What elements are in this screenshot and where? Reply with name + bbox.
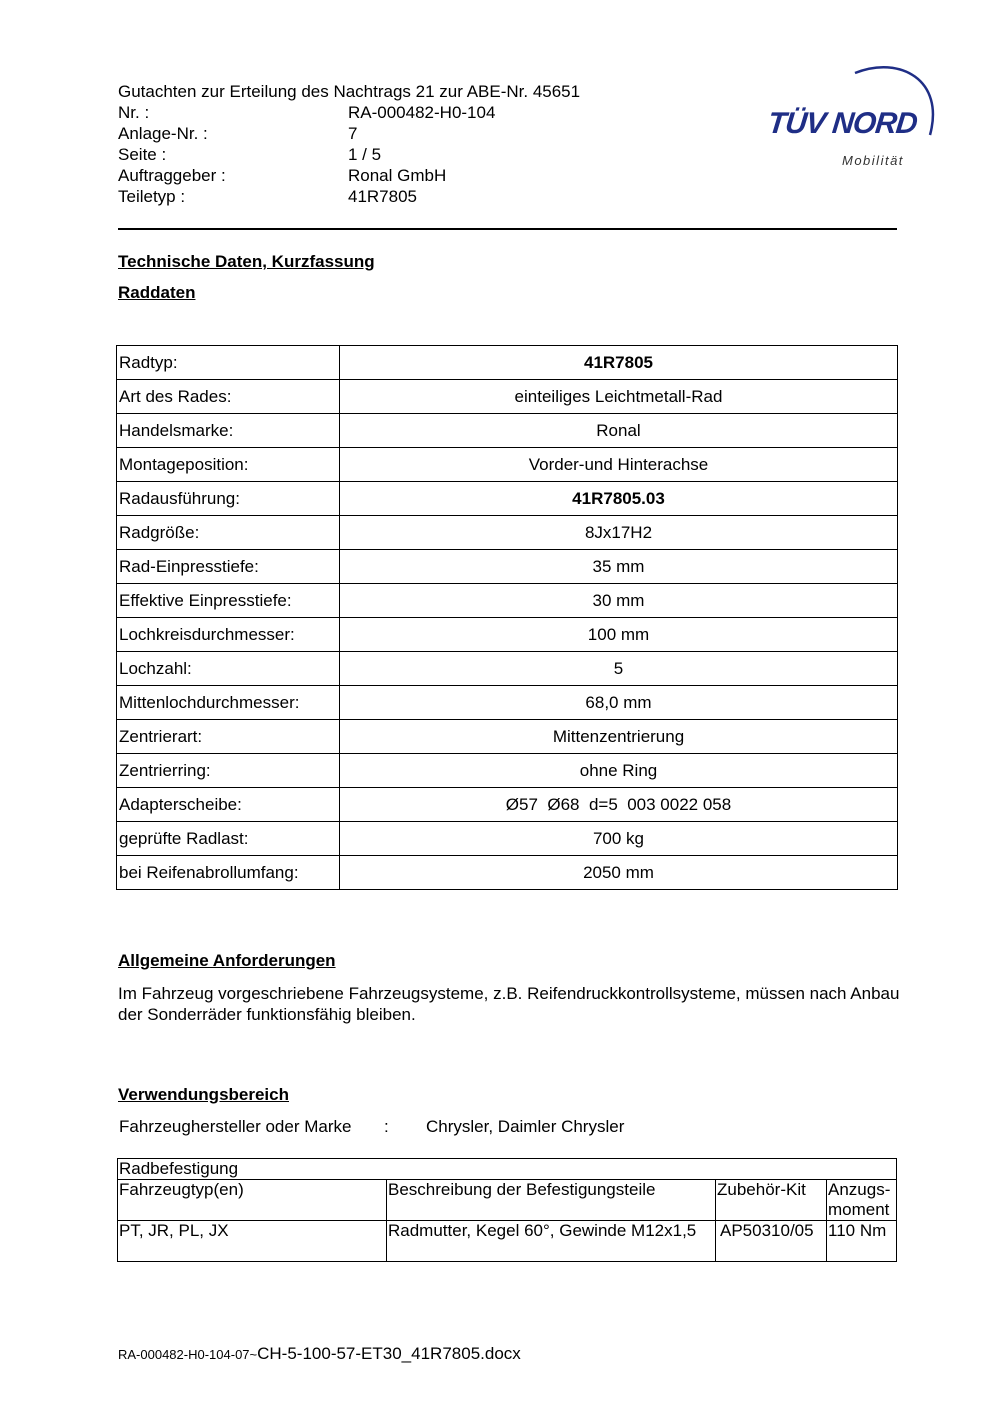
table-row bbox=[117, 448, 898, 482]
column-header: Beschreibung der Befestigungsteile bbox=[387, 1180, 716, 1221]
table-row bbox=[117, 788, 898, 822]
row-value: Ø57 Ø68 d=5 003 0022 058 bbox=[340, 788, 898, 822]
row-value: 100 mm bbox=[340, 618, 898, 652]
table-header-row bbox=[118, 1180, 897, 1221]
column-header: Anzugs-moment bbox=[827, 1180, 897, 1221]
table-row bbox=[118, 1221, 897, 1262]
document-header bbox=[118, 81, 738, 207]
row-label: bei Reifenabrollumfang: bbox=[117, 856, 340, 890]
row-label: Montageposition: bbox=[117, 448, 340, 482]
logo-subtitle: Mobilität bbox=[842, 153, 904, 168]
table-row bbox=[117, 380, 898, 414]
row-value: einteiliges Leichtmetall-Rad bbox=[340, 380, 898, 414]
manufacturer-label: Fahrzeughersteller oder Marke bbox=[119, 1117, 352, 1136]
row-label: Radtyp: bbox=[117, 346, 340, 380]
row-value: 5 bbox=[340, 652, 898, 686]
row-label: Art des Rades: bbox=[117, 380, 340, 414]
table-row bbox=[117, 822, 898, 856]
document-footer bbox=[118, 1344, 521, 1364]
row-label: Mittenlochdurchmesser: bbox=[117, 686, 340, 720]
row-value: 700 kg bbox=[340, 822, 898, 856]
table-row bbox=[117, 618, 898, 652]
row-label: geprüfte Radlast: bbox=[117, 822, 340, 856]
report-title: Gutachten zur Erteilung des Nachtrags 21 zur ABE-Nr. 45651 bbox=[118, 82, 581, 101]
row-label: Lochkreisdurchmesser: bbox=[117, 618, 340, 652]
row-value: 68,0 mm bbox=[340, 686, 898, 720]
section-usage-heading: Verwendungsbereich bbox=[118, 1085, 289, 1104]
row-label: Effektive Einpresstiefe: bbox=[117, 584, 340, 618]
header-field-teiletyp bbox=[118, 186, 738, 207]
header-value: 1 / 5 bbox=[348, 145, 382, 164]
general-requirements-text: Im Fahrzeug vorgeschriebene Fahrzeugsysteme, z.B. Reifendruckkontrollsysteme, müssen nach Anbau der Sonderräder funktionsfähig bleiben. bbox=[118, 984, 900, 1024]
column-header: Fahrzeugtyp(en) bbox=[118, 1180, 387, 1221]
row-label: Handelsmarke: bbox=[117, 414, 340, 448]
table-row bbox=[117, 482, 898, 516]
header-value: RA-000482-H0-104 bbox=[348, 103, 496, 122]
column-header: Zubehör-Kit bbox=[716, 1180, 827, 1221]
row-value: 30 mm bbox=[340, 584, 898, 618]
row-value: ohne Ring bbox=[340, 754, 898, 788]
row-label: Zentrierring: bbox=[117, 754, 340, 788]
table-row bbox=[117, 856, 898, 890]
row-value: Ronal bbox=[340, 414, 898, 448]
row-label: Zentrierart: bbox=[117, 720, 340, 754]
row-value: 41R7805 bbox=[340, 346, 898, 380]
row-label: Radausführung: bbox=[117, 482, 340, 516]
header-label: Anlage-Nr. : bbox=[118, 124, 208, 143]
row-value: 2050 mm bbox=[340, 856, 898, 890]
row-value: 8Jx17H2 bbox=[340, 516, 898, 550]
table-row bbox=[117, 720, 898, 754]
header-value: 7 bbox=[348, 124, 358, 143]
header-value: Ronal GmbH bbox=[348, 166, 447, 185]
table-row bbox=[117, 652, 898, 686]
wheel-data-table bbox=[116, 345, 898, 890]
table-cell: AP50310/05 bbox=[716, 1221, 827, 1262]
fastening-table bbox=[117, 1158, 897, 1262]
row-value: 41R7805.03 bbox=[340, 482, 898, 516]
table-row bbox=[117, 550, 898, 584]
section-general-heading: Allgemeine Anforderungen bbox=[118, 951, 336, 970]
row-value: Vorder-und Hinterachse bbox=[340, 448, 898, 482]
table-cell: Radmutter, Kegel 60°, Gewinde M12x1,5 bbox=[387, 1221, 716, 1262]
row-value: 35 mm bbox=[340, 550, 898, 584]
table-cell: PT, JR, PL, JX bbox=[118, 1221, 387, 1262]
logo-wordmark: TÜV NORD bbox=[766, 107, 919, 140]
header-divider bbox=[118, 228, 897, 230]
header-label: Auftraggeber : bbox=[118, 166, 226, 185]
header-field-anlage bbox=[118, 123, 738, 144]
table-cell: 110 Nm bbox=[827, 1221, 897, 1262]
row-label: Rad-Einpresstiefe: bbox=[117, 550, 340, 584]
table-row bbox=[117, 584, 898, 618]
header-field-nr bbox=[118, 102, 738, 123]
tuev-nord-logo bbox=[760, 55, 940, 175]
footer-prefix: RA-000482-H0-104-07~ bbox=[118, 1347, 258, 1362]
row-label: Adapterscheibe: bbox=[117, 788, 340, 822]
fastening-title: Radbefestigung bbox=[118, 1159, 897, 1180]
table-row bbox=[117, 346, 898, 380]
table-row bbox=[117, 754, 898, 788]
table-row bbox=[117, 686, 898, 720]
footer-filename: CH-5-100-57-ET30_41R7805.docx bbox=[257, 1344, 521, 1363]
section-technical-heading: Technische Daten, Kurzfassung bbox=[118, 252, 375, 271]
header-value: 41R7805 bbox=[348, 187, 418, 206]
table-row bbox=[117, 516, 898, 550]
row-value: Mittenzentrierung bbox=[340, 720, 898, 754]
manufacturer-value: Chrysler, Daimler Chrysler bbox=[426, 1117, 625, 1136]
manufacturer-separator: : bbox=[384, 1117, 389, 1136]
header-label: Seite : bbox=[118, 145, 167, 164]
table-row bbox=[118, 1159, 897, 1180]
row-label: Radgröße: bbox=[117, 516, 340, 550]
header-field-auftraggeber bbox=[118, 165, 738, 186]
header-label: Teiletyp : bbox=[118, 187, 186, 206]
header-field-seite bbox=[118, 144, 738, 165]
section-raddaten-heading: Raddaten bbox=[118, 283, 196, 302]
table-row bbox=[117, 414, 898, 448]
header-label: Nr. : bbox=[118, 103, 150, 122]
row-label: Lochzahl: bbox=[117, 652, 340, 686]
